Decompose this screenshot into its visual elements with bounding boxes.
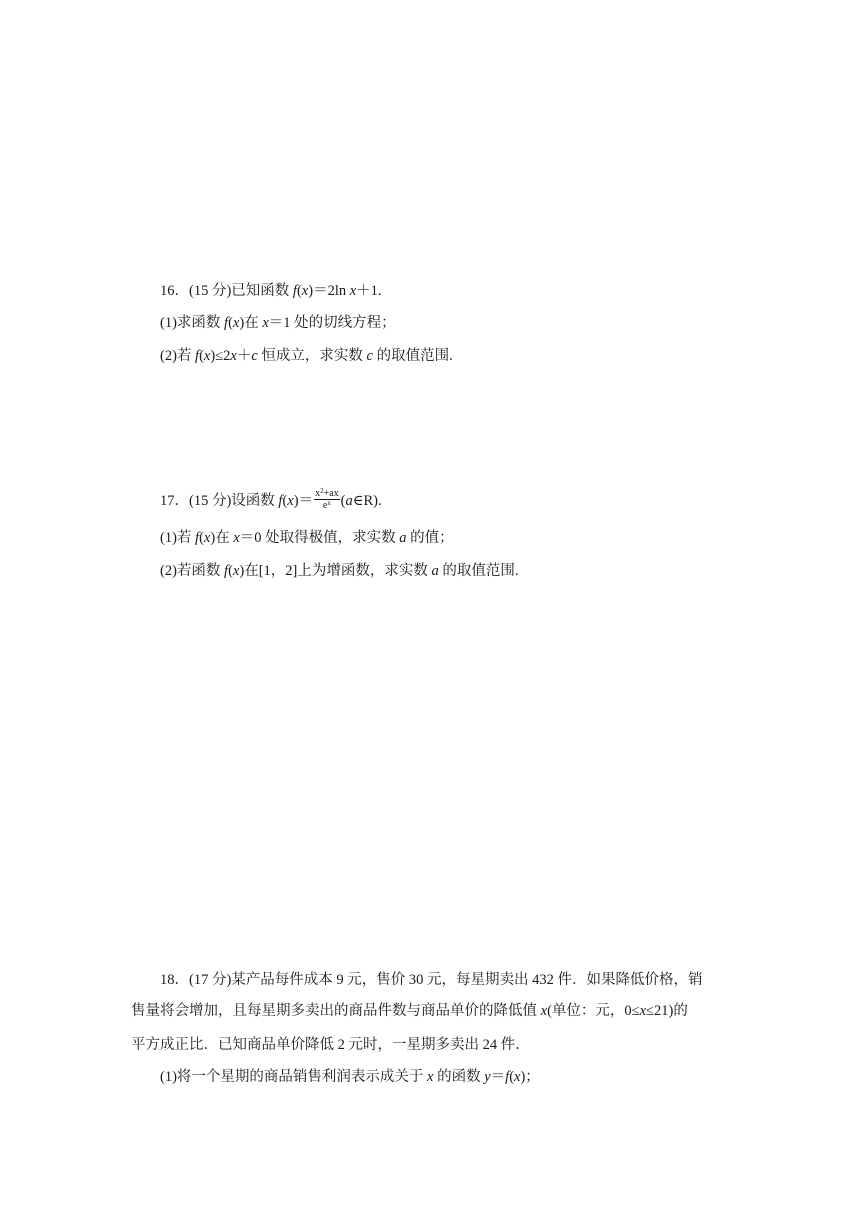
q16-paren: ( <box>228 315 233 331</box>
q17-fn-name: f <box>224 563 229 579</box>
q17-part2-text: )在[1，2]上为增函数，求实数 <box>239 563 432 579</box>
q17-stem-end: ∈R). <box>352 492 382 509</box>
q16-part2-text: )≤2 <box>210 348 231 364</box>
q16-part1-text: ＝1 处的切线方程； <box>268 315 396 331</box>
q17-num-x: x <box>315 488 321 499</box>
q18-var-x: x <box>639 1003 647 1019</box>
q18-line-1 <box>160 971 703 989</box>
q17-num-exp: 2 <box>320 487 324 495</box>
q17-den-e: e <box>322 500 328 511</box>
q16-var-x: x <box>232 315 240 331</box>
q16-fn-name: f <box>292 283 297 299</box>
q16-var-x: x <box>230 348 237 364</box>
q17-fraction-denominator <box>314 500 340 511</box>
q17-var-x: x <box>287 492 294 509</box>
q17-fn-name: f <box>195 530 200 546</box>
q18-text: ≤21)的 <box>646 1003 688 1019</box>
q16-var-c: c <box>366 348 373 364</box>
q16-var-c: c <box>251 348 258 364</box>
q17-var-x: x <box>232 563 240 579</box>
q17-var-x: x <box>203 530 211 546</box>
q17-fn-name: f <box>278 492 283 509</box>
q18-text: 18．(17 分)某产品每件成本 9 元，售价 30 元，每星期卖出 432 件．如果降低价格，销 <box>160 972 703 988</box>
q17-var-x: x <box>233 530 240 546</box>
q16-expr: )＝2ln <box>308 283 350 299</box>
q16-part1 <box>160 314 396 332</box>
q17-stem-text: 17．(15 分)设函数 <box>160 492 279 509</box>
q17-part2-text: (2)若函数 <box>160 563 225 579</box>
q17-paren: ( <box>282 492 288 509</box>
q17-part1-text: )在 <box>210 530 234 546</box>
q16-part2-text: ＋ <box>236 348 252 364</box>
q18-line-3 <box>131 1036 530 1054</box>
q18-part1-text: (1)将一个星期的商品销售利润表示成关于 <box>160 1069 428 1085</box>
q17-part2 <box>160 562 518 580</box>
q16-part1-text: (1)求函数 <box>160 315 225 331</box>
q18-fn-name: f <box>505 1069 510 1085</box>
q16-stem-text: 16．(15 分)已知函数 <box>160 283 293 299</box>
q17-var-a: a <box>399 530 407 546</box>
q16-var-x: x <box>203 348 211 364</box>
q17-stem <box>160 487 382 513</box>
q18-var-x: x <box>540 1003 548 1019</box>
q18-text: (单位：元，0≤ <box>547 1003 640 1019</box>
q17-den-exp: x <box>327 499 331 507</box>
q16-part2-text: (2)若 <box>160 348 196 364</box>
q16-var-x: x <box>349 283 357 299</box>
q18-var-x: x <box>514 1069 521 1085</box>
q18-part1-text: )； <box>520 1069 540 1085</box>
q17-part1-text: 的值； <box>406 530 454 546</box>
q17-var-a: a <box>345 492 353 509</box>
q18-part1-text: ＝ <box>490 1069 506 1085</box>
q18-var-y: y <box>484 1069 491 1085</box>
q18-text: 售量将会增加，且每星期多卖出的商品件数与商品单价的降低值 <box>131 1003 541 1019</box>
q16-part2 <box>160 347 453 365</box>
q17-part1-text: (1)若 <box>160 530 196 546</box>
q16-paren: ( <box>296 283 302 299</box>
q18-part1-text: 的函数 <box>433 1069 485 1085</box>
q17-expr: )＝ <box>293 492 314 509</box>
q17-fraction <box>314 488 340 511</box>
q18-line-2 <box>131 1002 688 1020</box>
q17-var-a: a <box>431 563 439 579</box>
q16-part1-text: )在 <box>239 315 263 331</box>
q16-var-x: x <box>301 283 309 299</box>
q16-var-x: x <box>262 315 269 331</box>
q18-text: 平方成正比．已知商品单价降低 2 元时，一星期多卖出 24 件． <box>131 1037 530 1053</box>
q17-part1 <box>160 529 454 547</box>
q16-fn-name: f <box>224 315 229 331</box>
q17-part1-text: ＝0 处取得极值，求实数 <box>239 530 400 546</box>
q17-paren: ( <box>228 563 233 579</box>
q17-part2-text: 的取值范围. <box>438 563 519 579</box>
q16-part2-text: 恒成立，求实数 <box>257 348 367 364</box>
q18-var-x: x <box>427 1069 434 1085</box>
q17-paren: ( <box>199 530 204 546</box>
q18-paren: ( <box>509 1069 515 1085</box>
q17-paren: ( <box>340 492 346 509</box>
q16-expr-end: ＋1. <box>356 283 382 299</box>
q16-part2-text: 的取值范围. <box>372 348 453 364</box>
q16-paren: ( <box>199 348 204 364</box>
q18-part1 <box>160 1068 540 1086</box>
q17-num-rest: +ax <box>323 488 339 499</box>
q16-fn-name: f <box>195 348 200 364</box>
q16-stem <box>160 282 382 300</box>
